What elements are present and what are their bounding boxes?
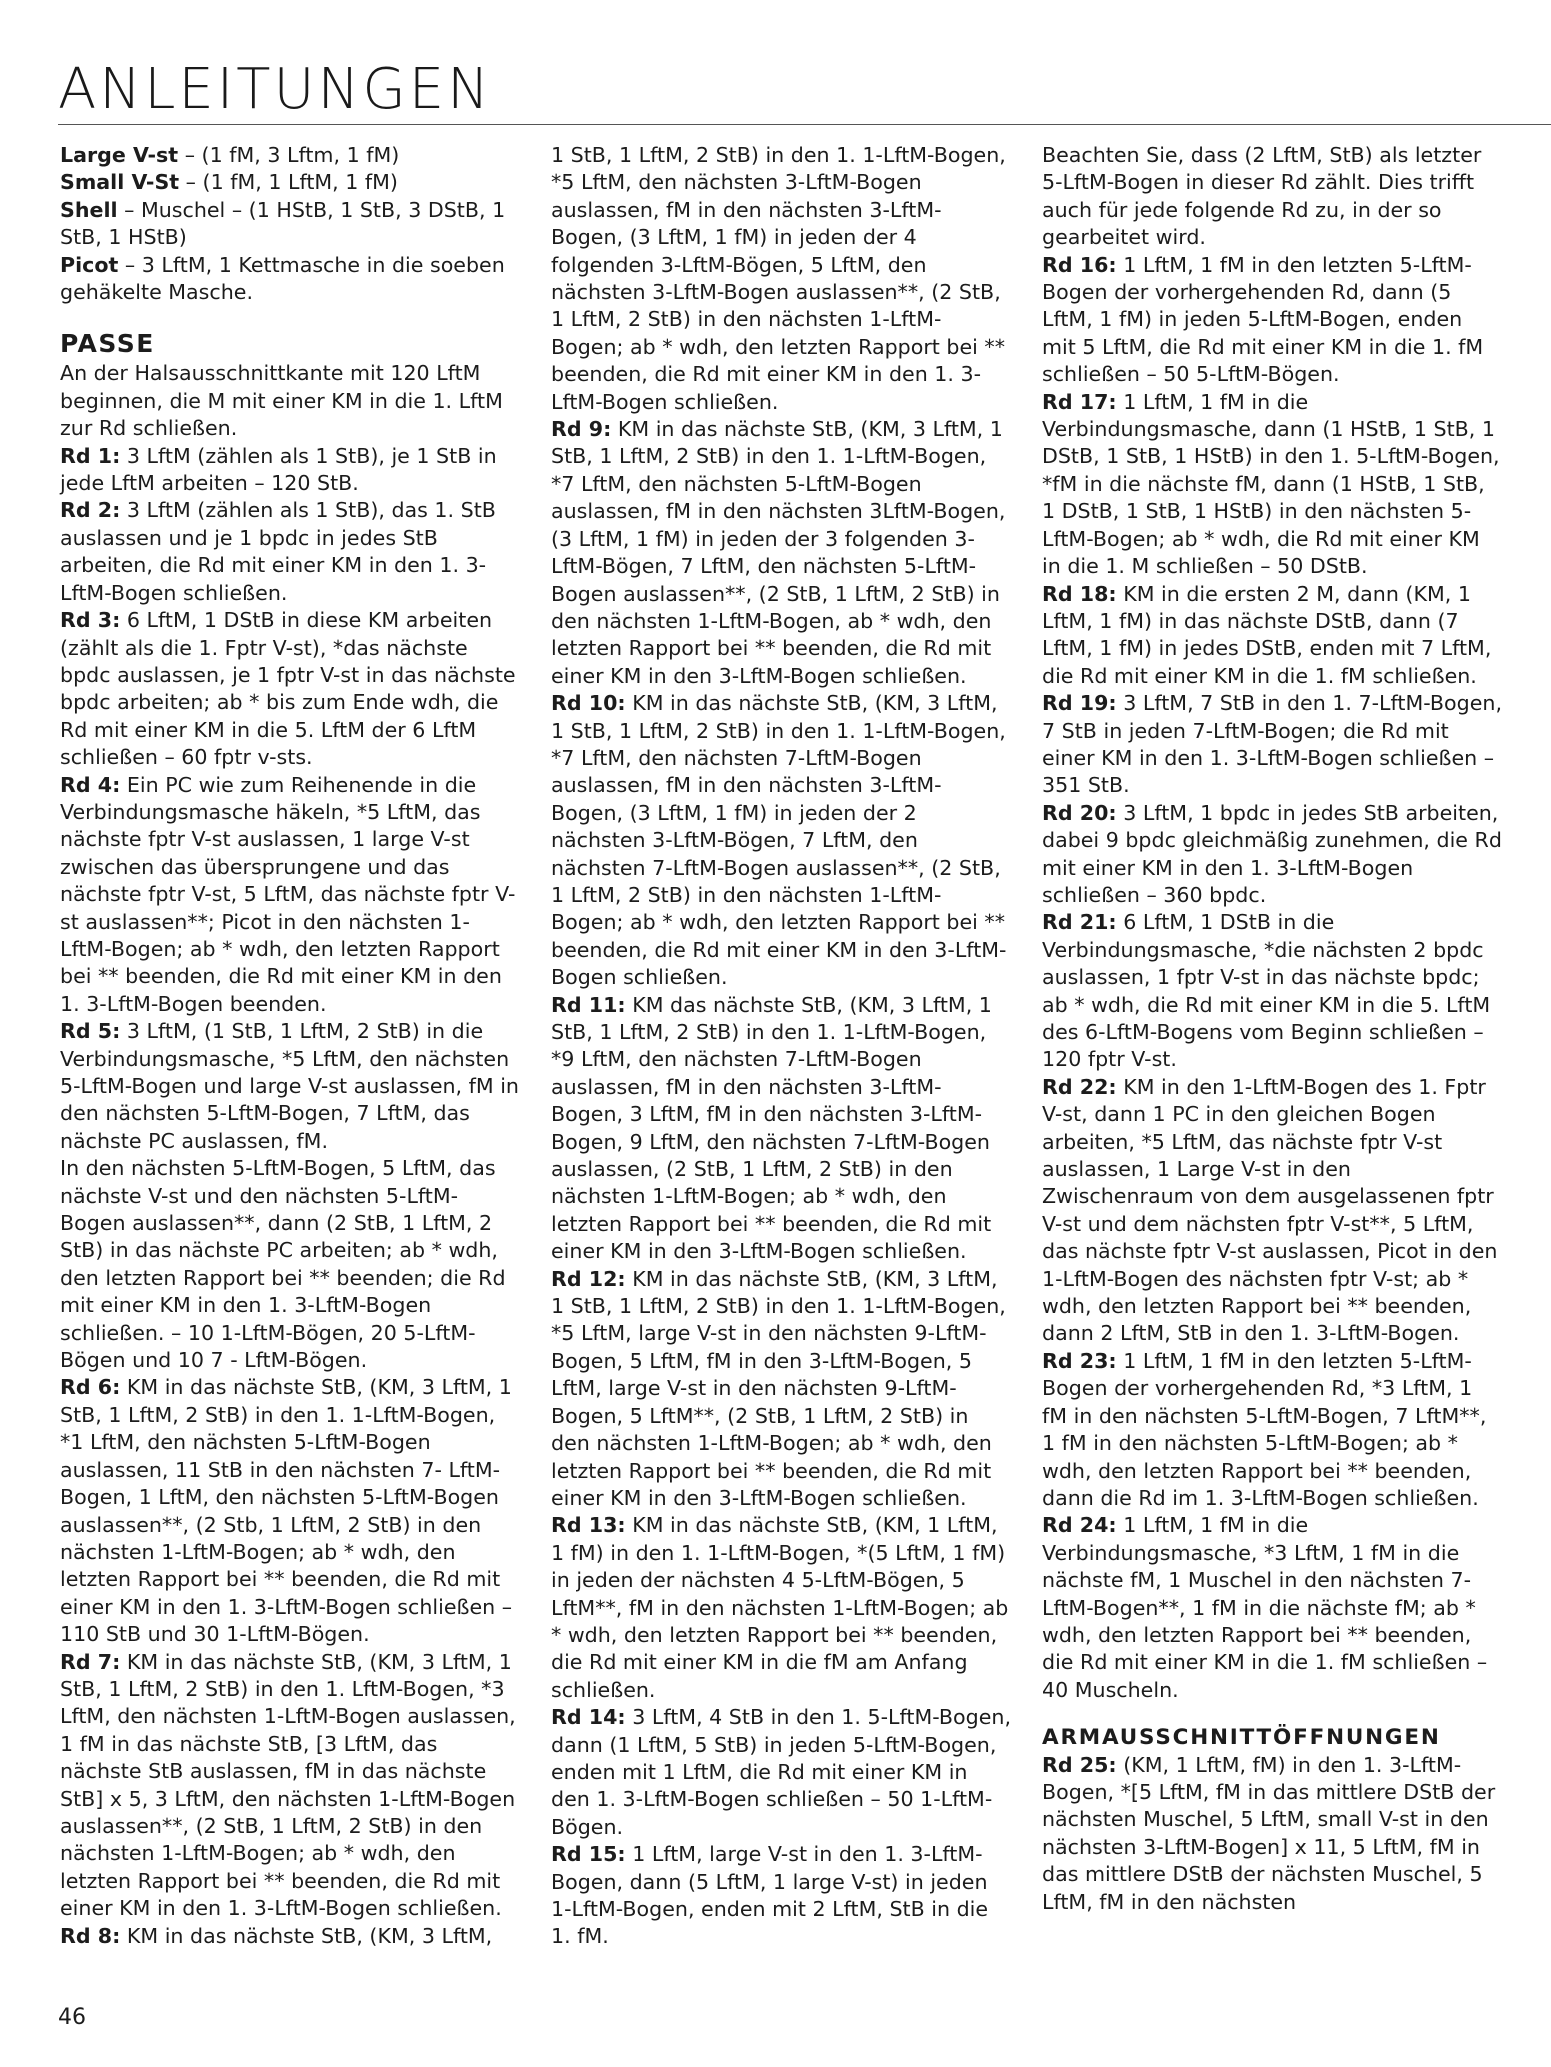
row-label: Shell xyxy=(60,197,118,222)
instruction-paragraph xyxy=(1042,690,1502,800)
instruction-text: 3 LftM (zählen als 1 StB), je 1 StB in jede LftM arbeiten – 120 StB. xyxy=(60,443,497,496)
row-label: Rd 20: xyxy=(1042,800,1117,825)
row-label: Picot xyxy=(60,252,119,277)
title-rule xyxy=(58,124,1551,125)
row-label: Rd 23: xyxy=(1042,1348,1117,1373)
instruction-text: KM in das nächste StB, (KM, 3 LftM, 1 StB, 1 LftM, 2 StB) in den 1. 1-LftM-Bogen, *7 LftM, den nächsten 7-LftM-Bogen auslassen, fM in den nächsten 3-LftM-Bogen, (3 LftM, 1 fM) in jeden der 2 nächsten 3-LftM-Bögen, 7 LftM, den nächsten 7-LftM-Bogen auslassen**, (2 StB, 1 LftM, 2 StB) in den nächsten 1-LftM-Bogen; ab * wdh, den letzten Rapport bei ** beenden, die Rd mit einer KM in den 3-LftM-Bogen schließen. xyxy=(551,691,1007,990)
instruction-paragraph xyxy=(1042,1752,1502,1916)
instruction-paragraph xyxy=(60,607,520,771)
row-label: Rd 2: xyxy=(60,498,121,523)
column-2 xyxy=(551,142,1011,1951)
instruction-paragraph xyxy=(1042,1074,1502,1348)
instruction-text: KM in das nächste StB, (KM, 3 LftM, 1 StB, 1 LftM, 2 StB) in den 1. 1-LftM-Bogen, *7 LftM, den nächsten 5-LftM-Bogen auslassen, fM in den nächsten 3LftM-Bogen, (3 LftM, 1 fM) in jeden der 3 folgenden 3-LftM-Bögen, 7 LftM, den nächsten 5-LftM-Bogen auslassen**, (2 StB, 1 LftM, 2 StB) in den nächsten 1-LftM-Bogen, ab * wdh, den letzten Rapport bei ** beenden, die Rd mit einer KM in den 3-LftM-Bogen schließen. xyxy=(551,417,1006,688)
instruction-paragraph xyxy=(1042,252,1502,389)
column-3 xyxy=(1042,142,1502,1916)
instruction-paragraph xyxy=(551,416,1011,690)
instruction-text: 3 LftM, (1 StB, 1 LftM, 2 StB) in die Verbindungsmasche, *5 LftM, den nächsten 5-LftM-Bogen und large V-st auslassen, fM in den nächsten 5-LftM-Bogen, 7 LftM, das nächste PC auslassen, fM. xyxy=(60,1019,519,1153)
instruction-text: Beachten Sie, dass (2 LftM, StB) als letzter 5-LftM-Bogen in dieser Rd zählt. Dies trifft auch für jede folgende Rd zu, in der so gearbeitet wird. xyxy=(1042,143,1482,250)
instruction-text: An der Halsausschnittkante mit 120 LftM beginnen, die M mit einer KM in die 1. LftM zur Rd schließen. xyxy=(60,361,503,441)
row-label: Rd 21: xyxy=(1042,910,1117,935)
instruction-paragraph xyxy=(60,443,520,498)
instruction-text: – (1 fM, 3 Lftm, 1 fM) xyxy=(178,143,400,167)
instruction-text: 3 LftM, 1 bpdc in jedes StB arbeiten, dabei 9 bpdc gleichmäßig zunehmen, die Rd mit einer KM in den 1. 3-LftM-Bogen schließen – 360 bpdc. xyxy=(1042,800,1502,907)
section-heading: PASSE xyxy=(60,329,155,359)
instruction-paragraph xyxy=(551,690,1011,991)
column-1 xyxy=(60,142,520,1950)
row-label: Rd 14: xyxy=(551,1705,626,1730)
row-label: Rd 4: xyxy=(60,772,121,797)
page-number: 46 xyxy=(58,2005,86,2030)
instruction-paragraph xyxy=(551,1704,1011,1841)
instruction-paragraph xyxy=(60,1374,520,1648)
row-label: Rd 12: xyxy=(551,1266,626,1291)
instruction-text: 1 LftM, 1 fM in den letzten 5-LftM-Bogen der vorhergehenden Rd, dann (5 LftM, 1 fM) in jeden 5-LftM-Bogen, enden mit 5 LftM, die Rd mit einer KM in die 1. fM schließen – 50 5-LftM-Bögen. xyxy=(1042,252,1484,387)
row-label: Rd 11: xyxy=(551,992,626,1017)
instruction-paragraph xyxy=(60,169,520,196)
row-label: Rd 7: xyxy=(60,1649,121,1674)
instruction-paragraph xyxy=(60,197,520,252)
instruction-text: 6 LftM, 1 DStB in diese KM arbeiten (zählt als die 1. Fptr V-st), *das nächste bpdc auslassen, je 1 fptr V-st in das nächste bpdc arbeiten; ab * bis zum Ende wdh, die Rd mit einer KM in die 5. LftM der 6 LftM schließen – 60 fptr v-sts. xyxy=(60,608,516,770)
row-label: Rd 10: xyxy=(551,691,626,716)
instruction-text: 1 LftM, 1 fM in den letzten 5-LftM-Bogen der vorhergehenden Rd, *3 LftM, 1 fM in den nächsten 5-LftM-Bogen, 7 LftM**, 1 fM in den nächsten 5-LftM-Bogen; ab * wdh, den letzten Rapport bei ** beenden, dann die Rd im 1. 3-LftM-Bogen schließen. xyxy=(1042,1348,1487,1510)
instruction-paragraph xyxy=(1042,142,1502,252)
instruction-text: 1 LftM, 1 fM in die Verbindungsmasche, *3 LftM, 1 fM in die nächste fM, 1 Muschel in den nächsten 7-LftM-Bogen**, 1 fM in die nächste fM; ab * wdh, den letzten Rapport bei ** beenden, die Rd mit einer KM in die 1. fM schließen – 40 Muscheln. xyxy=(1042,1513,1488,1702)
row-label: Rd 8: xyxy=(60,1923,121,1948)
instruction-text: 6 LftM, 1 DStB in die Verbindungsmasche, *die nächsten 2 bpdc auslassen, 1 fptr V-st in das nächste bpdc; ab * wdh, die Rd mit einer KM in die 5. LftM des 6-LftM-Bogens vom Beginn schließen – 120 fptr V-st. xyxy=(1042,910,1491,1072)
instruction-text: Ein PC wie zum Reihenende in die Verbindungsmasche häkeln, *5 LftM, das nächste fptr V-st auslassen, 1 large V-st zwischen das übersprungene und das nächste fptr V-st, 5 LftM, das nächste fptr V-st auslassen**; Picot in den nächsten 1-LftM-Bogen; ab * wdh, den letzten Rapport bei ** beenden, die Rd mit einer KM in den 1. 3-LftM-Bogen beenden. xyxy=(60,772,516,1016)
instruction-paragraph xyxy=(551,1512,1011,1704)
row-label: Rd 13: xyxy=(551,1513,626,1538)
page-title: ANLEITUNGEN xyxy=(58,57,493,122)
instruction-text: KM in das nächste StB, (KM, 3 LftM, 1 StB, 1 LftM, 2 StB) in den 1. 1-LftM-Bogen, *1 LftM, den nächsten 5-LftM-Bogen auslassen, 11 StB in den nächsten 7- LftM-Bogen, 1 LftM, den nächsten 5-LftM-Bogen auslassen**, (2 Stb, 1 LftM, 2 StB) in den nächsten 1-LftM-Bogen; ab * wdh, den letzten Rapport bei ** beenden, die Rd mit einer KM in den 1. 3-LftM-Bogen schließen – 110 StB und 30 1-LftM-Bögen. xyxy=(60,1375,513,1647)
row-label: Rd 16: xyxy=(1042,252,1117,277)
row-label: Rd 19: xyxy=(1042,691,1117,716)
instruction-paragraph xyxy=(60,1649,520,1923)
section-heading: ARMAUSSCHNITTÖFFNUNGEN xyxy=(1042,1725,1441,1751)
instruction-paragraph xyxy=(1042,1512,1502,1704)
instruction-paragraph xyxy=(551,1266,1011,1513)
instruction-paragraph xyxy=(60,772,520,1019)
instruction-paragraph xyxy=(60,252,520,307)
instruction-text: 1 LftM, large V-st in den 1. 3-LftM-Bogen, dann (5 LftM, 1 large V-st) in jeden 1-LftM-Bogen, enden mit 2 LftM, StB in die 1. fM. xyxy=(551,1842,989,1949)
instruction-text: In den nächsten 5-LftM-Bogen, 5 LftM, das nächste V-st und den nächsten 5-LftM-Bogen auslassen**, dann (2 StB, 1 LftM, 2 StB) in das nächste PC arbeiten; ab * wdh, den letzten Rapport bei ** beenden; die Rd mit einer KM in den 1. 3-LftM-Bogen schließen. – 10 1-LftM-Bögen, 20 5-LftM-Bögen und 10 7 - LftM-Bögen. xyxy=(60,1156,506,1373)
instruction-paragraph xyxy=(551,142,1011,416)
instruction-text: 3 LftM (zählen als 1 StB), das 1. StB auslassen und je 1 bpdc in jedes StB arbeiten, die Rd mit einer KM in den 1. 3-LftM-Bogen schließen. xyxy=(60,498,496,605)
row-label: Large V-st xyxy=(60,143,179,167)
instruction-paragraph xyxy=(60,497,520,607)
row-label: Rd 5: xyxy=(60,1019,121,1044)
instruction-paragraph xyxy=(1042,389,1502,581)
row-label: Rd 15: xyxy=(551,1842,626,1867)
instruction-paragraph xyxy=(1042,581,1502,691)
instruction-paragraph xyxy=(60,1018,520,1155)
instruction-text: 3 LftM, 7 StB in den 1. 7-LftM-Bogen, 7 StB in jeden 7-LftM-Bogen; die Rd mit einer KM in den 1. 3-LftM-Bogen schließen – 351 StB. xyxy=(1042,691,1502,798)
row-label: Rd 1: xyxy=(60,443,121,468)
row-label: Rd 24: xyxy=(1042,1513,1117,1538)
row-label: Rd 3: xyxy=(60,608,121,633)
instruction-paragraph xyxy=(60,360,520,442)
instruction-paragraph xyxy=(60,1923,520,1950)
instruction-paragraph xyxy=(1042,1348,1502,1512)
row-label: Rd 6: xyxy=(60,1375,121,1400)
instruction-text: 3 LftM, 4 StB in den 1. 5-LftM-Bogen, dann (1 LftM, 5 StB) in jeden 5-LftM-Bogen, enden mit 1 LftM, die Rd mit einer KM in den 1. 3-LftM-Bogen schließen – 50 1-LftM-Bögen. xyxy=(551,1705,1011,1839)
instruction-paragraph xyxy=(60,142,520,169)
instruction-paragraph xyxy=(551,1841,1011,1951)
instruction-text: 1 LftM, 1 fM in die Verbindungsmasche, dann (1 HStB, 1 StB, 1 DStB, 1 StB, 1 HStB) in den 1. 5-LftM-Bogen, *fM in die nächste fM, dann (1 HStB, 1 StB, 1 DStB, 1 StB, 1 HStB) in den nächsten 5-LftM-Bogen; ab * wdh, die Rd mit einer KM in die 1. M schließen – 50 DStB. xyxy=(1042,389,1500,579)
instruction-paragraph xyxy=(60,1155,520,1374)
instruction-text: KM das nächste StB, (KM, 3 LftM, 1 StB, 1 LftM, 2 StB) in den 1. 1-LftM-Bogen, *9 LftM, den nächsten 7-LftM-Bogen auslassen, fM in den nächsten 3-LftM-Bogen, 3 LftM, fM in den nächsten 3-LftM-Bogen, 9 LftM, den nächsten 7-LftM-Bogen auslassen, (2 StB, 1 LftM, 2 StB) in den nächsten 1-LftM-Bogen; ab * wdh, den letzten Rapport bei ** beenden, die Rd mit einer KM in den 3-LftM-Bogen schließen. xyxy=(551,992,992,1264)
instruction-text: KM in das nächste StB, (KM, 3 LftM, 1 StB, 1 LftM, 2 StB) in den 1. LftM-Bogen, *3 LftM, den nächsten 1-LftM-Bogen auslassen, 1 fM in das nächste StB, [3 LftM, das nächste StB auslassen, fM in das nächste StB] x 5, 3 LftM, den nächsten 1-LftM-Bogen auslassen**, (2 StB, 1 LftM, 2 StB) in den nächsten 1-LftM-Bogen; ab * wdh, den letzten Rapport bei ** beenden, die Rd mit einer KM in den 1. 3-LftM-Bogen schließen. xyxy=(60,1649,516,1921)
instruction-text: (KM, 1 LftM, fM) in den 1. 3-LftM-Bogen, *[5 LftM, fM in das mittlere DStB der nächsten Muschel, 5 LftM, small V-st in den nächsten 3-LftM-Bogen] x 11, 5 LftM, fM in das mittlere DStB der nächsten Muschel, 5 LftM, fM in den nächsten xyxy=(1042,1752,1496,1914)
row-label: Rd 22: xyxy=(1042,1074,1117,1099)
instruction-paragraph xyxy=(1042,909,1502,1073)
row-label: Rd 17: xyxy=(1042,389,1117,414)
instruction-text: – 3 LftM, 1 Kettmasche in die soeben gehäkelte Masche. xyxy=(60,252,505,305)
instruction-text: – Muschel – (1 HStB, 1 StB, 3 DStB, 1 StB, 1 HStB) xyxy=(60,197,506,250)
instruction-text: KM in das nächste StB, (KM, 1 LftM, 1 fM) in den 1. 1-LftM-Bogen, *(5 LftM, 1 fM) in jeden der nächsten 4 5-LftM-Bögen, 5 LftM**, fM in den nächsten 1-LftM-Bogen; ab * wdh, den letzten Rapport bei ** beenden, die Rd mit einer KM in die fM am Anfang schließen. xyxy=(551,1513,1009,1702)
instruction-text: KM in den 1-LftM-Bogen des 1. Fptr V-st, dann 1 PC in den gleichen Bogen arbeiten, *5 LftM, das nächste fptr V-st auslassen, 1 Large V-st in den Zwischenraum von dem ausgelassenen fptr V-st und dem nächsten fptr V-st**, 5 LftM, das nächste fptr V-st auslassen, Picot in den 1-LftM-Bogen des nächsten fptr V-st; ab * wdh, den letzten Rapport bei ** beenden, dann 2 LftM, StB in den 1. 3-LftM-Bogen. xyxy=(1042,1074,1498,1346)
instruction-text: 1 StB, 1 LftM, 2 StB) in den 1. 1-LftM-Bogen, *5 LftM, den nächsten 3-LftM-Bogen auslassen, fM in den nächsten 3-LftM-Bogen, (3 LftM, 1 fM) in jeden der 4 folgenden 3-LftM-Bögen, 5 LftM, den nächsten 3-LftM-Bogen auslassen**, (2 StB, 1 LftM, 2 StB) in den nächsten 1-LftM-Bogen; ab * wdh, den letzten Rapport bei ** beenden, die Rd mit einer KM in den 1. 3-LftM-Bogen schließen. xyxy=(551,143,1006,414)
instruction-paragraph xyxy=(551,992,1011,1266)
instruction-paragraph xyxy=(1042,800,1502,910)
instruction-text: KM in das nächste StB, (KM, 3 LftM, 1 StB, 1 LftM, 2 StB) in den 1. 1-LftM-Bogen, *5 LftM, large V-st in den nächsten 9-LftM-Bogen, 5 LftM, fM in den 3-LftM-Bogen, 5 LftM, large V-st in den nächsten 9-LftM-Bogen, 5 LftM**, (2 StB, 1 LftM, 2 StB) in den nächsten 1-LftM-Bogen; ab * wdh, den letzten Rapport bei ** beenden, die Rd mit einer KM in den 3-LftM-Bogen schließen. xyxy=(551,1266,1006,1510)
instruction-text: – (1 fM, 1 LftM, 1 fM) xyxy=(179,170,398,195)
row-label: Small V-St xyxy=(60,170,180,195)
row-label: Rd 18: xyxy=(1042,581,1117,606)
instruction-text: KM in die ersten 2 M, dann (KM, 1 LftM, 1 fM) in das nächste DStB, dann (7 LftM, 1 fM) in jedes DStB, enden mit 7 LftM, die Rd mit einer KM in die 1. fM schließen. xyxy=(1042,581,1492,688)
row-label: Rd 9: xyxy=(551,417,612,442)
row-label: Rd 25: xyxy=(1042,1752,1117,1777)
instruction-text: KM in das nächste StB, (KM, 3 LftM, xyxy=(120,1923,493,1948)
